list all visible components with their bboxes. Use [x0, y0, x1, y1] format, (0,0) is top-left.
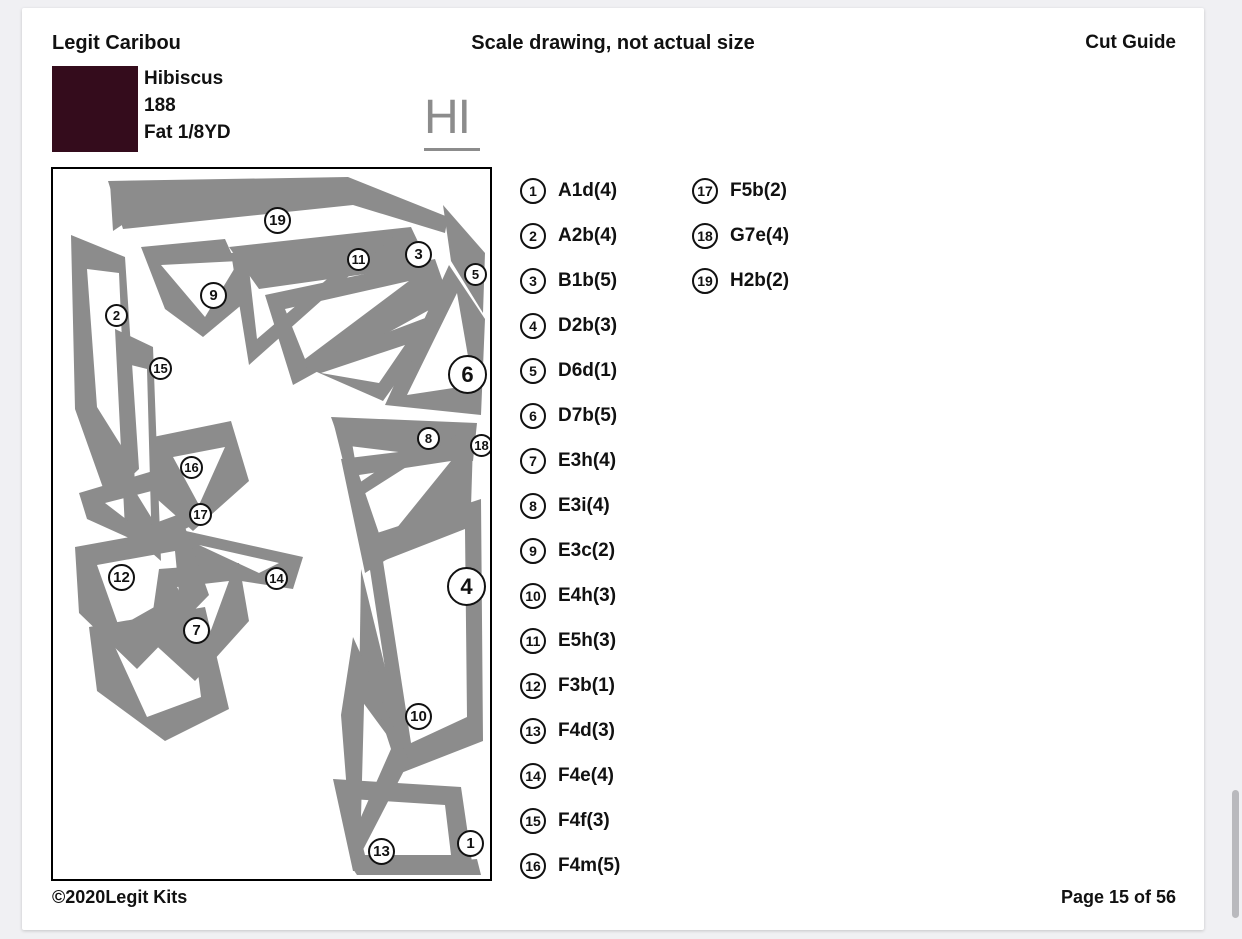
hi-logo-underline — [424, 148, 480, 151]
legend-label: D6d(1) — [558, 359, 618, 381]
list-item — [520, 798, 620, 843]
drawing-marker-15: 15 — [149, 357, 172, 380]
page-indicator: Page 15 of 56 — [1060, 887, 1176, 907]
legend-column-2 — [692, 168, 789, 303]
drawing-marker-18: 18 — [470, 434, 492, 457]
status-badge: 3 — [520, 268, 546, 294]
status-badge: 16 — [520, 853, 546, 879]
fabric-code: 188 — [144, 94, 176, 116]
document-header — [22, 32, 1204, 64]
status-badge: 7 — [520, 448, 546, 474]
legend-label: E3i(4) — [558, 494, 610, 516]
cut-guide-label: Cut Guide — [1085, 32, 1176, 53]
status-badge: 8 — [520, 493, 546, 519]
legend-label: F4d(3) — [558, 719, 615, 741]
copyright-year: ©2020 — [52, 887, 106, 907]
list-item — [692, 213, 789, 258]
drawing-marker-13: 13 — [368, 838, 395, 865]
status-badge: 17 — [692, 178, 718, 204]
list-item — [520, 753, 620, 798]
drawing-marker-16: 16 — [180, 456, 203, 479]
legend-column-1 — [520, 168, 620, 888]
status-badge: 18 — [692, 223, 718, 249]
drawing-marker-12: 12 — [108, 564, 135, 591]
status-badge: 14 — [520, 763, 546, 789]
drawing-marker-5: 5 — [464, 263, 487, 286]
legend-label: E4h(3) — [558, 584, 617, 606]
legend-label: E3c(2) — [558, 539, 616, 561]
list-item — [520, 168, 620, 213]
drawing-marker-19: 19 — [264, 207, 291, 234]
legend-label: B1b(5) — [558, 269, 618, 291]
status-badge: 4 — [520, 313, 546, 339]
document-sheet — [22, 8, 1204, 930]
footer-copyright — [52, 887, 187, 908]
drawing-shapes — [53, 169, 486, 875]
fabric-info — [144, 66, 231, 147]
legend-label: E5h(3) — [558, 629, 617, 651]
status-badge: 13 — [520, 718, 546, 744]
status-badge: 2 — [520, 223, 546, 249]
status-badge: 9 — [520, 538, 546, 564]
legend-label: A2b(4) — [558, 224, 618, 246]
list-item — [520, 708, 620, 753]
status-badge: 11 — [520, 628, 546, 654]
fabric-swatch — [52, 66, 138, 152]
drawing-marker-14: 14 — [265, 567, 288, 590]
status-badge: 6 — [520, 403, 546, 429]
status-badge: 19 — [692, 268, 718, 294]
status-badge: 12 — [520, 673, 546, 699]
legend-label: F4e(4) — [558, 764, 614, 786]
list-item — [520, 213, 620, 258]
drawing-marker-11: 11 — [347, 248, 370, 271]
status-badge: 1 — [520, 178, 546, 204]
status-badge: 10 — [520, 583, 546, 609]
status-badge: 15 — [520, 808, 546, 834]
legend-label: A1d(4) — [558, 179, 618, 201]
drawing-marker-7: 7 — [183, 617, 210, 644]
drawing-marker-1: 1 — [457, 830, 484, 857]
fabric-cut: Fat 1/8YD — [144, 121, 231, 143]
vertical-scrollbar[interactable] — [1232, 790, 1239, 918]
list-item — [520, 528, 620, 573]
list-item — [520, 483, 620, 528]
legend-label: F4f(3) — [558, 809, 610, 831]
legend-label: G7e(4) — [730, 224, 790, 246]
brand-title: Legit Caribou — [52, 32, 181, 54]
list-item — [520, 618, 620, 663]
company-name: Legit Kits — [105, 887, 188, 907]
list-item — [692, 258, 789, 303]
scale-note: Scale drawing, not actual size — [471, 32, 755, 54]
legend-label: E3h(4) — [558, 449, 617, 471]
list-item — [520, 348, 620, 393]
legend-label: F4m(5) — [558, 854, 621, 876]
drawing-marker-10: 10 — [405, 703, 432, 730]
legend-label: D7b(5) — [558, 404, 618, 426]
list-item — [520, 573, 620, 618]
list-item — [520, 438, 620, 483]
list-item — [520, 843, 620, 888]
drawing-marker-9: 9 — [200, 282, 227, 309]
legend-label: F3b(1) — [558, 674, 615, 696]
hi-logo: HI — [424, 91, 470, 144]
drawing-marker-4: 4 — [447, 567, 486, 606]
list-item — [692, 168, 789, 213]
drawing-marker-17: 17 — [189, 503, 212, 526]
fabric-name: Hibiscus — [144, 68, 224, 89]
cut-layout-drawing — [51, 167, 492, 881]
list-item — [520, 393, 620, 438]
drawing-marker-3: 3 — [405, 241, 432, 268]
status-badge: 5 — [520, 358, 546, 384]
list-item — [520, 303, 620, 348]
legend-label: F5b(2) — [730, 179, 787, 201]
drawing-marker-2: 2 — [105, 304, 128, 327]
drawing-marker-6: 6 — [448, 355, 487, 394]
drawing-marker-8: 8 — [417, 427, 440, 450]
list-item — [520, 663, 620, 708]
list-item — [520, 258, 620, 303]
legend-label: H2b(2) — [730, 269, 790, 291]
legend-label: D2b(3) — [558, 314, 618, 336]
